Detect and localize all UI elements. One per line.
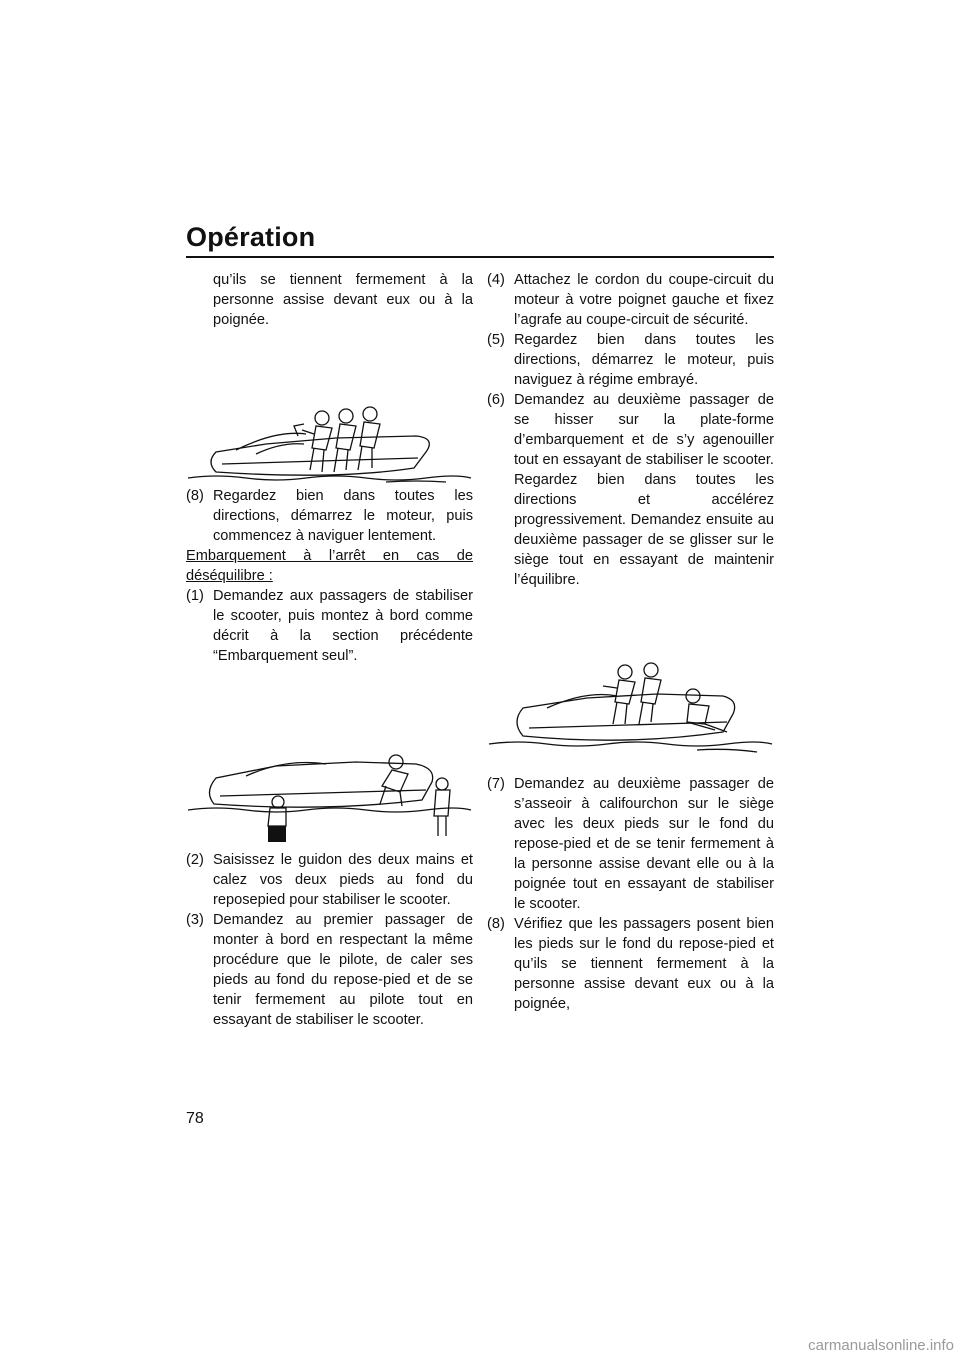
step-4 <box>487 270 774 330</box>
step-number: (2) <box>186 852 204 868</box>
step-2 <box>186 850 473 910</box>
step-3 <box>186 910 473 1030</box>
right-column <box>487 270 774 1014</box>
step-1 <box>186 586 473 666</box>
step-number: (3) <box>186 912 204 928</box>
step-number: (8) <box>186 488 204 504</box>
left-column <box>186 270 473 1030</box>
step-text: Saisissez le guidon des deux mains et calez vos deux pieds au fond du reposepied pour stabiliser le scooter. <box>213 852 473 908</box>
page-number: 78 <box>186 1110 204 1127</box>
watermark: carmanualsonline.info <box>808 1337 954 1354</box>
step-text: Demandez au premier passager de monter à bord en respectant la même procédure que le pilote, de caler ses pieds au fond du repose-pied et de se tenir fermement au pilote tout en essayant de stabiliser le scooter. <box>213 912 473 1028</box>
step-text: Vérifiez que les passagers posent bien les pieds sur le fond du repose-pied et qu’ils se tiennent fermement à la personne assise devant eux ou à la poignée, <box>514 916 774 1012</box>
figure-second-passenger <box>487 590 774 774</box>
step-number: (1) <box>186 588 204 604</box>
step-number: (5) <box>487 332 505 348</box>
step-text: Regardez bien dans toutes les directions, démarrez le moteur, puis commencez à naviguer lentement. <box>213 488 473 544</box>
illustration-boarding-from-water <box>186 666 473 850</box>
step-number: (7) <box>487 776 505 792</box>
continued-paragraph: qu’ils se tiennent fermement à la personne assise devant eux ou à la poignée. <box>213 272 473 328</box>
step-text: Attachez le cordon du coupe-circuit du moteur à votre poignet gauche et fixez l’agrafe au coupe-circuit de sécurité. <box>514 272 774 328</box>
illustration-three-riders <box>186 330 473 486</box>
step-8-right <box>487 914 774 1014</box>
figure-boarding-from-water <box>186 666 473 850</box>
step-number: (4) <box>487 272 505 288</box>
page-title: Opération <box>186 222 316 252</box>
step-text: Demandez au deuxième passager de se hisser sur la plate-forme d’embarquement et de s’y agenouiller tout en essayant de stabiliser le scooter. Regardez bien dans toutes les directions et accélérez progressivement. Demandez ensuite au deuxième passager de se glisser sur le siège tout en essayant de maintenir l’équilibre. <box>514 392 774 588</box>
step-7 <box>487 774 774 914</box>
step-5 <box>487 330 774 390</box>
figure-three-riders <box>186 330 473 486</box>
step-number: (6) <box>487 392 505 408</box>
step-6 <box>487 390 774 590</box>
step-text: Regardez bien dans toutes les directions, démarrez le moteur, puis naviguez à régime embrayé. <box>514 332 774 388</box>
illustration-second-passenger-kneeling <box>487 590 774 774</box>
step-8-left <box>186 486 473 546</box>
step-text: Demandez aux passagers de stabiliser le scooter, puis montez à bord comme décrit à la section précédente “Embarquement seul”. <box>213 588 473 664</box>
step-text: Demandez au deuxième passager de s’asseoir à califourchon sur le siège avec les deux pieds sur le fond du repose-pied et de se tenir fermement à la personne assise devant elle ou à la poignée tout en essayant de stabiliser le scooter. <box>514 776 774 912</box>
section-heading: Embarquement à l’arrêt en cas de déséquilibre : <box>186 548 473 584</box>
step-number: (8) <box>487 916 505 932</box>
title-rule <box>186 256 774 258</box>
